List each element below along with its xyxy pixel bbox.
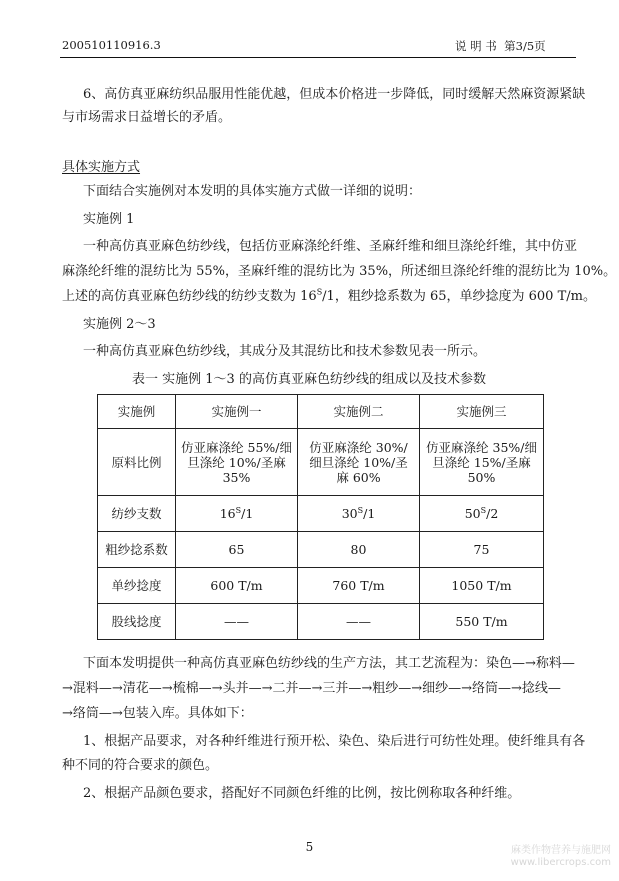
ex1-line1: 一种高仿真亚麻色纺纱线，包括仿亚麻涤纶纤维、圣麻纤维和细旦涤纶纤维，其中仿亚 [83, 239, 578, 254]
count-cell: $50^S/2$ [420, 496, 544, 532]
material-cell: 仿亚麻涤纶 35%/细 旦涤纶 15%/圣麻 50% [420, 429, 544, 496]
row-label: 股线捻度 [98, 604, 176, 640]
single-twist-cell: 600 T/m [176, 568, 298, 604]
page-info: 第3/5页 [504, 39, 546, 53]
doc-id: 200510110916.3 [62, 38, 161, 52]
ex1-title: 实施例 1 [83, 212, 135, 227]
section-title: 具体实施方式 [62, 160, 141, 175]
table-header-cell: 实施例 [98, 395, 176, 429]
ply-twist-cell: —— [298, 604, 420, 640]
table-header-cell: 实施例三 [420, 395, 544, 429]
table-caption: 表一 实施例 1～3 的高仿真亚麻色纺纱线的组成以及技术参数 [132, 372, 486, 387]
process-line1: 下面本发明提供一种高仿真亚麻色纺纱线的生产方法，其工艺流程为：染色—→称料— [83, 656, 575, 671]
table-row [98, 568, 544, 604]
process-line3: →络筒—→包装入库。具体如下： [62, 706, 253, 721]
single-twist-cell: 760 T/m [298, 568, 420, 604]
table-row [98, 429, 544, 496]
ex1-line3: 上述的高仿真亚麻色纺纱线的纺纱支数为 $16^S/1$，粗纱捻系数为 65，单纱捻度为 600 T/m。 [62, 287, 596, 304]
table-row [98, 604, 544, 640]
doc-type: 说 明 书 [455, 39, 497, 53]
step1-line2: 种不同的符合要求的颜色。 [62, 758, 219, 773]
count-cell: $30^S/1$ [298, 496, 420, 532]
table-header-cell: 实施例二 [298, 395, 420, 429]
material-cell: 仿亚麻涤纶 55%/细 旦涤纶 10%/圣麻 35% [176, 429, 298, 496]
page-number: 5 [305, 840, 314, 854]
p6-line2: 与市场需求日益增长的矛盾。 [62, 110, 232, 125]
row-label: 粗纱捻系数 [98, 532, 176, 568]
p6-line1: 6、高仿真亚麻纺织品服用性能优越，但成本价格进一步降低，同时缓解天然麻资源紧缺 [83, 87, 586, 102]
ex23-title: 实施例 2～3 [83, 317, 156, 332]
single-twist-cell: 1050 T/m [420, 568, 544, 604]
count-cell: $16^S/1$ [176, 496, 298, 532]
row-label: 单纱捻度 [98, 568, 176, 604]
roving-cell: 75 [420, 532, 544, 568]
roving-cell: 65 [176, 532, 298, 568]
ply-twist-cell: 550 T/m [420, 604, 544, 640]
row-label: 原料比例 [98, 429, 176, 496]
doc-header-right [455, 38, 546, 54]
watermark: 麻类作物营养与施肥网 www.libercrops.com [510, 845, 611, 868]
table-header-row [98, 395, 544, 429]
intro-text: 下面结合实施例对本发明的具体实施方式做一详细的说明： [83, 184, 422, 199]
table-row [98, 532, 544, 568]
material-cell: 仿亚麻涤纶 30%/ 细旦涤纶 10%/圣 麻 60% [298, 429, 420, 496]
ply-twist-cell: —— [176, 604, 298, 640]
step1-line1: 1、根据产品要求，对各种纤维进行预开松、染色、染后进行可纺性处理。使纤维具有各 [83, 734, 586, 749]
parameters-table [97, 394, 544, 640]
table-row [98, 496, 544, 532]
ex23-desc: 一种高仿真亚麻色纺纱线，其成分及其混纺比和技术参数见表一所示。 [83, 344, 487, 359]
process-line2: →混料—→清花—→梳棉—→头并—→二并—→三并—→粗纱—→细纱—→络筒—→捻线— [62, 681, 561, 696]
step2-text: 2、根据产品颜色要求，搭配好不同颜色纤维的比例，按比例称取各种纤维。 [83, 786, 521, 801]
table-header-cell: 实施例一 [176, 395, 298, 429]
ex1-line2: 麻涤纶纤维的混纺比为 55%，圣麻纤维的混纺比为 35%，所述细旦涤纶纤维的混纺比为 10%。 [62, 264, 617, 279]
header-rule [60, 57, 576, 58]
row-label: 纺纱支数 [98, 496, 176, 532]
roving-cell: 80 [298, 532, 420, 568]
